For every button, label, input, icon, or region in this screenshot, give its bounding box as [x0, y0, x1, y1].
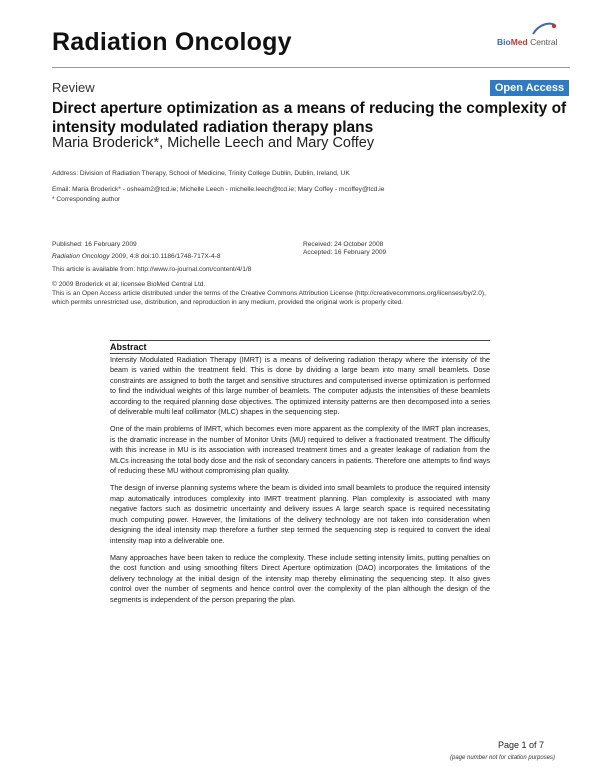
license-line-1[interactable]: This is an Open Access article distributed under the terms of the Creative Commons Attribution License (http://creativecommons.org/licenses/by/2.0), [52, 290, 486, 297]
article-title: Direct aperture optimization as a means of reducing the complexity of intensity modulated radiation therapy plans [52, 100, 567, 136]
abstract-paragraph: Intensity Modulated Radiation Therapy (IMRT) is a means of delivering radiation therapy where the intensity of the beam is varied within the treatment field. This is done by dividing a large beam into many small beamlets. Dose constraints are assigned to both the target and sensitive structures and computerised inverse optimization is performed to find the individual weights of this large number of beamlets. The computer adjusts the intensities of these beamlets according to the required planning dose objectives. The optimized intensity patterns are then decomposed into a series of deliverable multi leaf collimator (MLC) shapes in the sequencing step. [110, 355, 490, 417]
available-from[interactable]: This article is available from: http://www.ro-journal.com/content/4/1/8 [52, 266, 252, 273]
address: Address: Division of Radiation Therapy, School of Medicine, Trinity College Dublin, Dublin, Ireland, UK [52, 170, 350, 177]
abstract-paragraph: The design of inverse planning systems where the beam is divided into small beamlets to produce the required intensity map automatically introduces complexity into IMRT treatment planning. Plan complexity is associated with many negative factors such as dosimetric uncertainty and delivery issues A large search space is required necessitating much computing power. However, the limitations of the delivery technology are not taken into consideration when designing the ideal intensity map therefore a further step termed the sequencing step is required to convert the ideal intensity map into a deliverable one. [110, 483, 490, 545]
page-number: Page 1 of 7 [498, 740, 545, 750]
authors: Maria Broderick*, Michelle Leech and Mary Coffey [52, 135, 375, 151]
abstract-heading: Abstract [110, 342, 147, 352]
logo-med: Med [510, 37, 528, 47]
citation [52, 252, 221, 262]
journal-title: Radiation Oncology [52, 28, 292, 56]
email: Email: Maria Broderick* - osheam2@tcd.ie; Michelle Leech - michelle.leech@tcd.ie; Mary Coffey - mcoffey@tcd.ie [52, 186, 385, 193]
citation-journal: Radiation Oncology [52, 253, 110, 260]
biomed-central-logo [497, 22, 567, 54]
open-access-badge: Open Access [490, 80, 569, 96]
citation-details: 2009, 4:8 doi:10.1186/1748-717X-4-8 [109, 253, 221, 260]
corresponding-author: * Corresponding author [52, 196, 121, 203]
license-line-2: which permits unrestricted use, distribution, and reproduction in any medium, provided the original work is properly cited. [52, 299, 404, 306]
logo-central: Central [530, 37, 558, 47]
abstract-body [110, 355, 490, 612]
published-date: Published: 16 February 2009 [52, 241, 137, 248]
header-divider [52, 67, 570, 68]
copyright: © 2009 Broderick et al; licensee BioMed Central Ltd. [52, 281, 206, 288]
accepted-date: Accepted: 16 February 2009 [303, 249, 387, 256]
abstract-paragraph: One of the main problems of IMRT, which becomes even more apparent as the complexity of the IMRT plan increases, is the dramatic increase in the number of Monitor Units (MU) required to deliver a fractionated treatment. The difficulty with this increase in MU is its association with increased treatment times and a greater leakage of radiation from the MLCs increasing the total body dose and the risk of secondary cancers in patients. Therefore one attempts to find ways of reducing these MU without compromising plan quality. [110, 424, 490, 476]
abstract-rule-top [110, 340, 490, 341]
abstract-rule-bottom [110, 353, 490, 354]
abstract-paragraph: Many approaches have been taken to reduce the complexity. These include setting intensity limits, putting penalties on the cost function and using smoothing filters Direct Aperture optimization (DAO) incorporates the limitations of the delivery technology at the initial design of the intensity map thereby eliminating the sequencing step. It also gives control over the number of segments and hence control over the complexity of the plan although the design of the segments is independent of the person preparing the plan. [110, 552, 490, 604]
article-type: Review [52, 80, 95, 95]
received-date: Received: 24 October 2008 [303, 241, 384, 248]
page-note: (page number not for citation purposes) [450, 755, 556, 761]
logo-bio: Bio [497, 37, 511, 47]
swoosh-icon [531, 22, 557, 36]
